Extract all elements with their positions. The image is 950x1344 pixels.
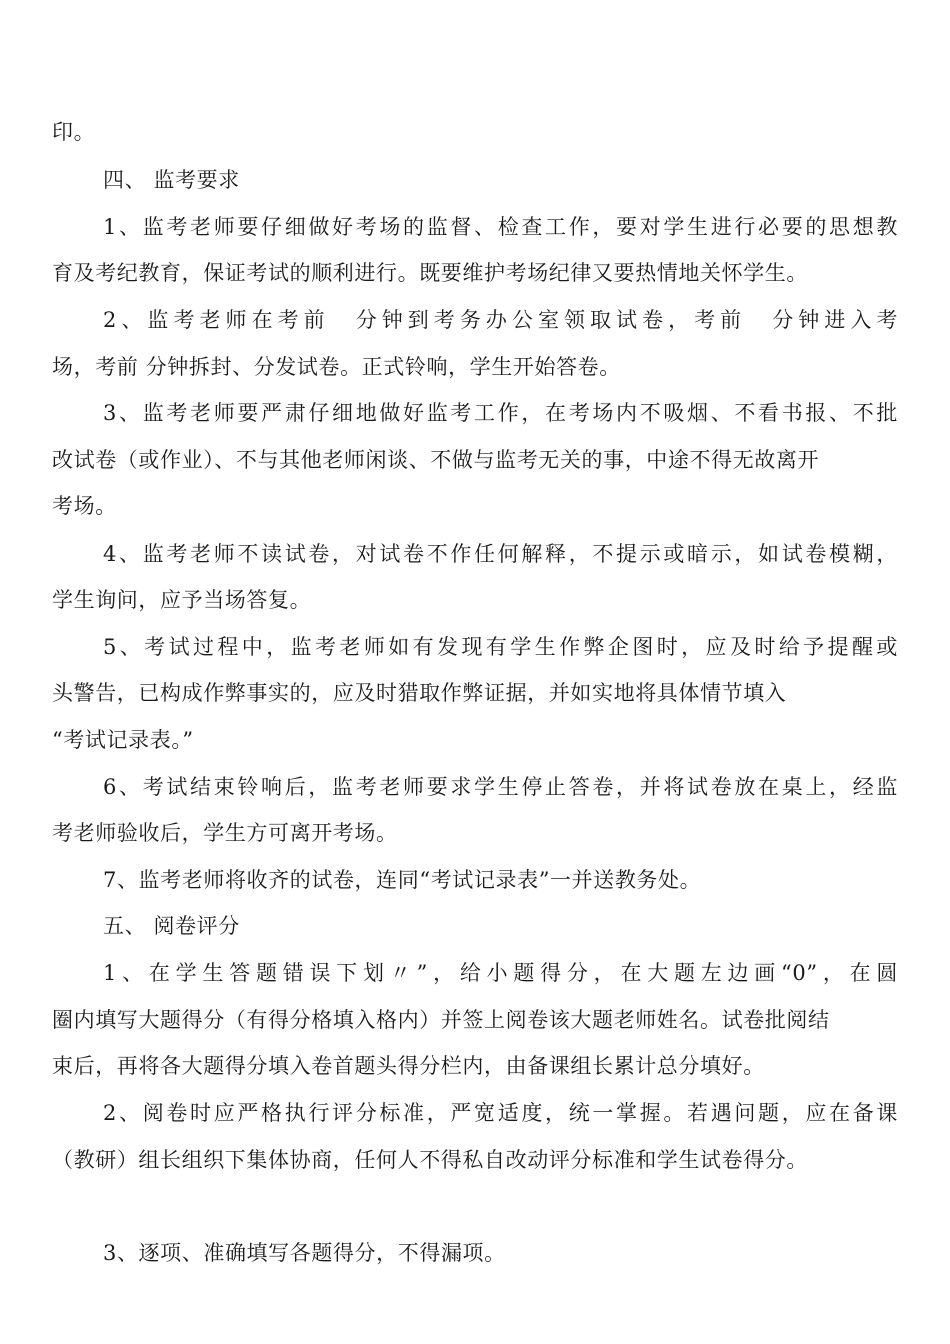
text-line: 4、监考老师不读试卷，对试卷不作任何解释，不提示或暗示，如试卷模糊，: [103, 542, 898, 566]
text-line: 束后，再将各大题得分填入卷首题头得分栏内，由备课组长累计总分填好。: [52, 1054, 765, 1078]
text-line: 育及考纪教育，保证考试的顺利进行。既要维护考场纪律又要热情地关怀学生。: [52, 261, 808, 285]
text-line: 1、在学生答题错误下划〃”，给小题得分，在大题左边画“0”，在圆: [103, 961, 898, 985]
text-line: 7、监考老师将收齐的试卷，连同“考试记录表”一并送教务处。: [103, 868, 702, 892]
text-line: 改试卷（或作业）、不与其他老师闲谈、不做与监考无关的事，中途不得无故离开: [52, 448, 820, 472]
text-line: 印。: [52, 120, 96, 144]
text-line: 头警告，已构成作弊事实的，应及时猎取作弊证据，并如实地将具体情节填入: [52, 681, 787, 705]
text-line: 3、逐项、准确填写各题得分，不得漏项。: [103, 1241, 506, 1265]
section-heading: 四、 监考要求: [103, 168, 240, 192]
text-line: 考老师验收后，学生方可离开考场。: [52, 821, 398, 845]
text-line: “考试记录表。”: [52, 728, 194, 752]
text-line: 3、监考老师要严肃仔细地做好监考工作，在考场内不吸烟、不看书报、不批: [103, 401, 898, 425]
text-line: 5、考试过程中，监考老师如有发现有学生作弊企图时，应及时给予提醒或: [103, 635, 898, 659]
text-line: 6、考试结束铃响后，监考老师要求学生停止答卷，并将试卷放在桌上，经监: [103, 775, 898, 799]
text-line: 1、监考老师要仔细做好考场的监督、检查工作，要对学生进行必要的思想教: [103, 215, 898, 239]
text-line: 2、监考老师在考前 分钟到考务办公室领取试卷，考前 分钟进入考: [103, 308, 898, 332]
text-line: （教研）组长组织下集体协商，任何人不得私自改动评分标准和学生试卷得分。: [52, 1148, 808, 1172]
text-line: 2、阅卷时应严格执行评分标准，严宽适度，统一掌握。若遇问题，应在备课: [103, 1101, 898, 1125]
text-line: 考场。: [52, 494, 117, 518]
text-line: 学生询问，应予当场答复。: [52, 588, 312, 612]
text-line: 圈内填写大题得分（有得分格填入格内）并签上阅卷该大题老师姓名。试卷批阅结: [52, 1008, 830, 1032]
text-line: 场，考前 分钟拆封、分发试卷。正式铃响，学生开始答卷。: [52, 355, 621, 379]
section-heading: 五、 阅卷评分: [103, 914, 240, 938]
